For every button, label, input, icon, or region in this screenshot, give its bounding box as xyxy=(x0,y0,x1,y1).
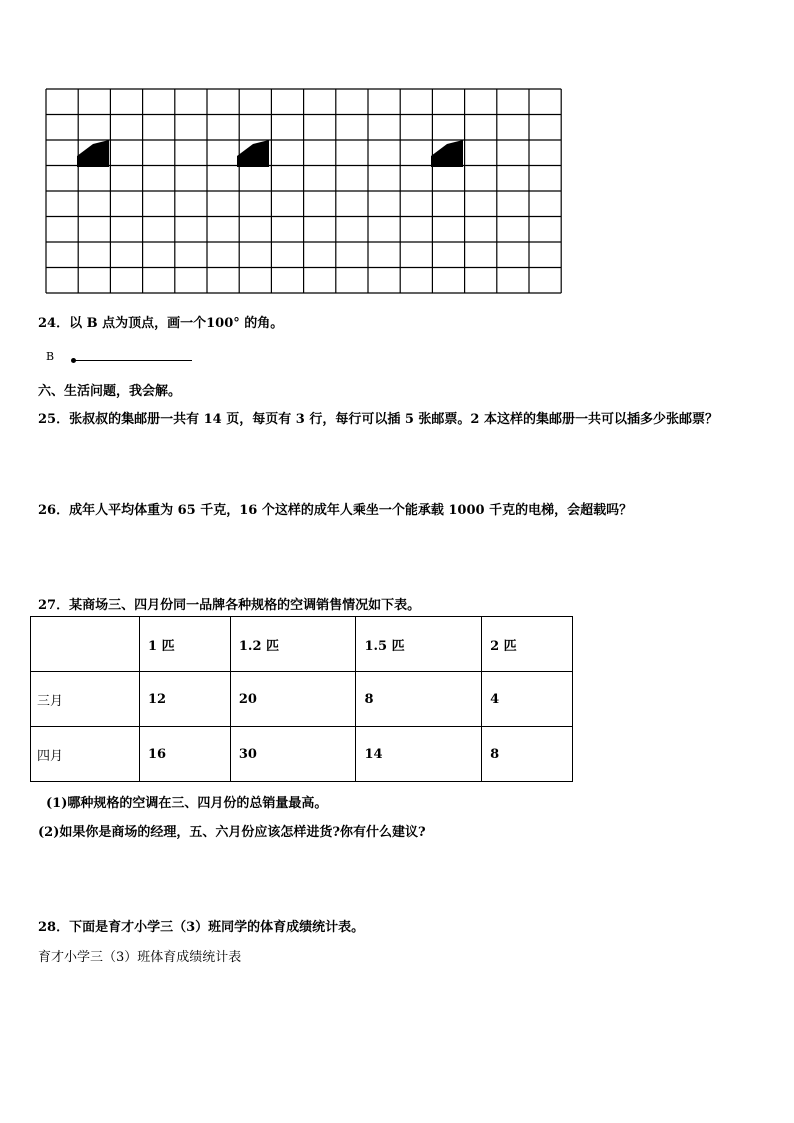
table-cell: 16 xyxy=(140,727,231,782)
table-row-header: 四月 xyxy=(31,727,140,782)
vertex-label-b: B xyxy=(46,350,55,363)
question-27-sub-1: (1)哪种规格的空调在三、四月份的总销量最高。 xyxy=(46,796,328,811)
table-cell: 8 xyxy=(356,672,482,727)
shape-1 xyxy=(77,140,109,167)
table-header-row xyxy=(31,617,573,672)
shape-grid xyxy=(45,88,565,294)
question-26: 26．成年人平均体重为 65 千克，16 个这样的成年人乘坐一个能承载 1000 千克的电梯，会超载吗？ xyxy=(38,503,633,518)
table-header-cell: 1.5 匹 xyxy=(356,617,482,672)
section-6-heading: 六、生活问题，我会解。 xyxy=(38,384,182,399)
grid-lines xyxy=(46,89,561,293)
shape-3 xyxy=(431,140,463,167)
angle-ray xyxy=(73,360,192,361)
table-title: 育才小学三（3）班体育成绩统计表 xyxy=(38,950,242,965)
question-25: 25．张叔叔的集邮册一共有 14 页，每页有 3 行，每行可以插 5 张邮票。2 本这样的集邮册一共可以插多少张邮票？ xyxy=(38,412,718,427)
shape-2 xyxy=(237,140,269,167)
table-header-cell: 2 匹 xyxy=(482,617,573,672)
table-corner-cell xyxy=(31,617,140,672)
sales-table xyxy=(30,616,573,782)
table-header-cell: 1.2 匹 xyxy=(230,617,356,672)
table-cell: 30 xyxy=(230,727,356,782)
question-27-sub-2: (2)如果你是商场的经理，五、六月份应该怎样进货?你有什么建议? xyxy=(38,825,426,840)
table-row-header: 三月 xyxy=(31,672,140,727)
table-row xyxy=(31,727,573,782)
table-row xyxy=(31,672,573,727)
table-cell: 12 xyxy=(140,672,231,727)
table-header-cell: 1 匹 xyxy=(140,617,231,672)
table-cell: 20 xyxy=(230,672,356,727)
table-cell: 14 xyxy=(356,727,482,782)
question-28: 28．下面是育才小学三（3）班同学的体育成绩统计表。 xyxy=(38,920,365,935)
question-27: 27．某商场三、四月份同一品牌各种规格的空调销售情况如下表。 xyxy=(38,598,421,613)
table-cell: 4 xyxy=(482,672,573,727)
question-24: 24．以 B 点为顶点，画一个100° 的角。 xyxy=(38,316,284,331)
table-cell: 8 xyxy=(482,727,573,782)
